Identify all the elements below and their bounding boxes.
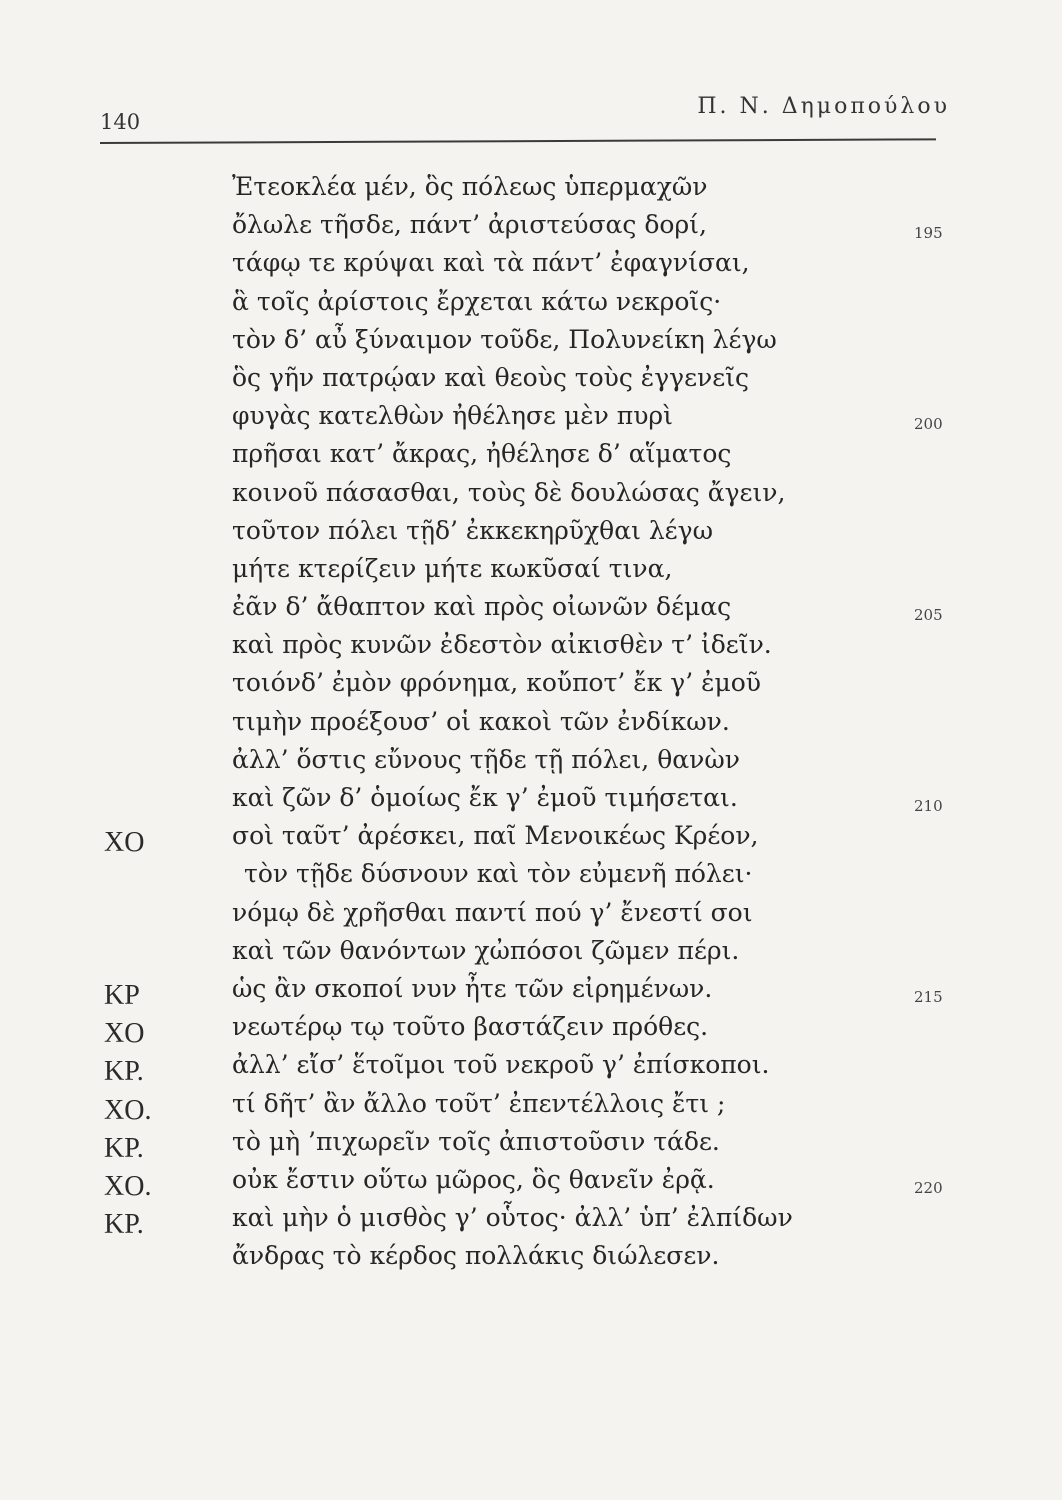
verse-text: σοὶ ταῦτ’ ἀρέσκει, παῖ Μενοικέως Κρέον, bbox=[232, 821, 759, 851]
verse-block bbox=[0, 172, 1062, 1279]
running-head bbox=[100, 94, 950, 134]
verse-line bbox=[0, 1241, 1062, 1279]
verse-line bbox=[0, 974, 1062, 1012]
verse-line bbox=[0, 210, 1062, 248]
line-number: 220 bbox=[914, 1178, 943, 1197]
verse-line bbox=[0, 898, 1062, 936]
verse-text: νεωτέρῳ τῳ τοῦτο βαστάζειν πρόθες. bbox=[232, 1012, 709, 1042]
verse-text: τὸν δ’ αὖ ξύναιμον τοῦδε, Πολυνείκη λέγω bbox=[232, 324, 777, 354]
speaker-label: ΧΟ bbox=[104, 827, 145, 859]
verse-text: καὶ πρὸς κυνῶν ἐδεστὸν αἰκισθὲν τ’ ἰδεῖν. bbox=[232, 630, 772, 660]
verse-text: ὃς γῆν πατρῴαν καὶ θεοὺς τοὺς ἐγγενεῖς bbox=[232, 362, 750, 392]
verse-line bbox=[0, 478, 1062, 516]
page-number: 140 bbox=[100, 110, 141, 134]
verse-text: τοῦτον πόλει τῇδ’ ἐκκεκηρῦχθαι λέγω bbox=[232, 515, 713, 545]
verse-line bbox=[0, 363, 1062, 401]
verse-line bbox=[0, 592, 1062, 630]
verse-text: ἄνδρας τὸ κέρδος πολλάκις διώλεσεν. bbox=[232, 1241, 720, 1271]
speaker-label: ΚΡ bbox=[104, 979, 140, 1011]
speaker-label: ΧΟ bbox=[104, 1018, 145, 1050]
verse-text: ὄλωλε τῆσδε, πάντ’ ἀριστεύσας δορί, bbox=[232, 210, 707, 240]
verse-line bbox=[0, 1165, 1062, 1203]
verse-line bbox=[0, 630, 1062, 668]
speaker-label: ΚΡ. bbox=[104, 1056, 144, 1088]
verse-text: ἃ τοῖς ἀρίστοις ἔρχεται κάτω νεκροῖς· bbox=[232, 286, 722, 316]
line-number: 205 bbox=[914, 606, 943, 625]
verse-line bbox=[0, 783, 1062, 821]
verse-line bbox=[0, 287, 1062, 325]
verse-text: τάφῳ τε κρύψαι καὶ τὰ πάντ’ ἐφαγνίσαι, bbox=[232, 248, 750, 278]
verse-line bbox=[0, 172, 1062, 210]
verse-text: τοιόνδ’ ἐμὸν φρόνημα, κοὔποτ’ ἔκ γ’ ἐμοῦ bbox=[232, 668, 762, 698]
verse-line bbox=[0, 1012, 1062, 1050]
verse-line bbox=[0, 936, 1062, 974]
verse-text: ἀλλ’ εἴσ’ ἕτοῖμοι τοῦ νεκροῦ γ’ ἐπίσκοποι. bbox=[232, 1050, 770, 1080]
verse-text: ὡς ἂν σκοποί νυν ἦτε τῶν εἰρημένων. bbox=[232, 973, 713, 1003]
line-number: 200 bbox=[914, 415, 943, 434]
verse-text: μήτε κτερίζειν μήτε κωκῦσαί τινα, bbox=[232, 553, 673, 583]
verse-line bbox=[0, 821, 1062, 859]
verse-line bbox=[0, 516, 1062, 554]
verse-text: καὶ τῶν θανόντων χὠπόσοι ζῶμεν πέρι. bbox=[232, 935, 740, 965]
line-number: 210 bbox=[914, 797, 943, 815]
line-number: 195 bbox=[914, 224, 943, 243]
verse-text: Ἐτεοκλέα μέν, ὃς πόλεως ὑπερμαχῶν bbox=[232, 172, 708, 201]
verse-text: καὶ μὴν ὁ μισθὸς γ’ οὗτος· ἀλλ’ ὑπ’ ἐλπίδων bbox=[232, 1203, 793, 1233]
verse-line bbox=[0, 1127, 1062, 1165]
verse-text: οὐκ ἔστιν οὕτω μῶρος, ὃς θανεῖν ἐρᾷ. bbox=[232, 1164, 715, 1194]
verse-line bbox=[0, 1203, 1062, 1241]
verse-line bbox=[0, 325, 1062, 363]
verse-text: κοινοῦ πάσασθαι, τοὺς δὲ δουλώσας ἄγειν, bbox=[232, 477, 786, 507]
verse-line bbox=[0, 1050, 1062, 1088]
verse-line bbox=[0, 668, 1062, 706]
verse-line bbox=[0, 707, 1062, 745]
author-name: Π. Ν. Δημοπούλου bbox=[697, 94, 950, 119]
verse-text: ἐᾶν δ’ ἄθαπτον καὶ πρὸς οἰωνῶν δέμας bbox=[232, 592, 732, 622]
speaker-label: ΚΡ. bbox=[104, 1209, 144, 1241]
verse-text: ἀλλ’ ὅστις εὔνους τῇδε τῇ πόλει, θανὼν bbox=[232, 744, 740, 774]
verse-text: νόμῳ δὲ χρῆσθαι παντί πού γ’ ἔνεστί σοι bbox=[232, 897, 753, 927]
verse-text: τί δῆτ’ ἂν ἄλλο τοῦτ’ ἐπεντέλλοις ἔτι ; bbox=[232, 1088, 726, 1118]
verse-text: φυγὰς κατελθὼν ἠθέλησε μὲν πυρὶ bbox=[232, 401, 673, 431]
verse-line bbox=[0, 859, 1062, 897]
verse-text: τιμὴν προέξουσ’ οἱ κακοὶ τῶν ἐνδίκων. bbox=[232, 706, 730, 736]
verse-text: τὸν τῇδε δύσνουν καὶ τὸν εὐμενῆ πόλει· bbox=[244, 859, 753, 889]
verse-line bbox=[0, 401, 1062, 439]
verse-text: πρῆσαι κατ’ ἄκρας, ἠθέλησε δ’ αἵματος bbox=[232, 439, 732, 469]
speaker-label: ΧΟ. bbox=[104, 1170, 152, 1202]
verse-text: τὸ μὴ ’πιχωρεῖν τοῖς ἀπιστοῦσιν τάδε. bbox=[232, 1126, 720, 1156]
verse-line bbox=[0, 554, 1062, 592]
verse-line bbox=[0, 745, 1062, 783]
verse-line bbox=[0, 248, 1062, 286]
header-rule bbox=[100, 138, 936, 144]
speaker-label: ΚΡ. bbox=[104, 1132, 144, 1164]
verse-line bbox=[0, 439, 1062, 477]
line-number: 215 bbox=[914, 987, 943, 1006]
verse-line bbox=[0, 1089, 1062, 1127]
speaker-label: ΧΟ. bbox=[104, 1094, 152, 1126]
verse-text: καὶ ζῶν δ’ ὁμοίως ἔκ γ’ ἐμοῦ τιμήσεται. bbox=[232, 783, 738, 812]
